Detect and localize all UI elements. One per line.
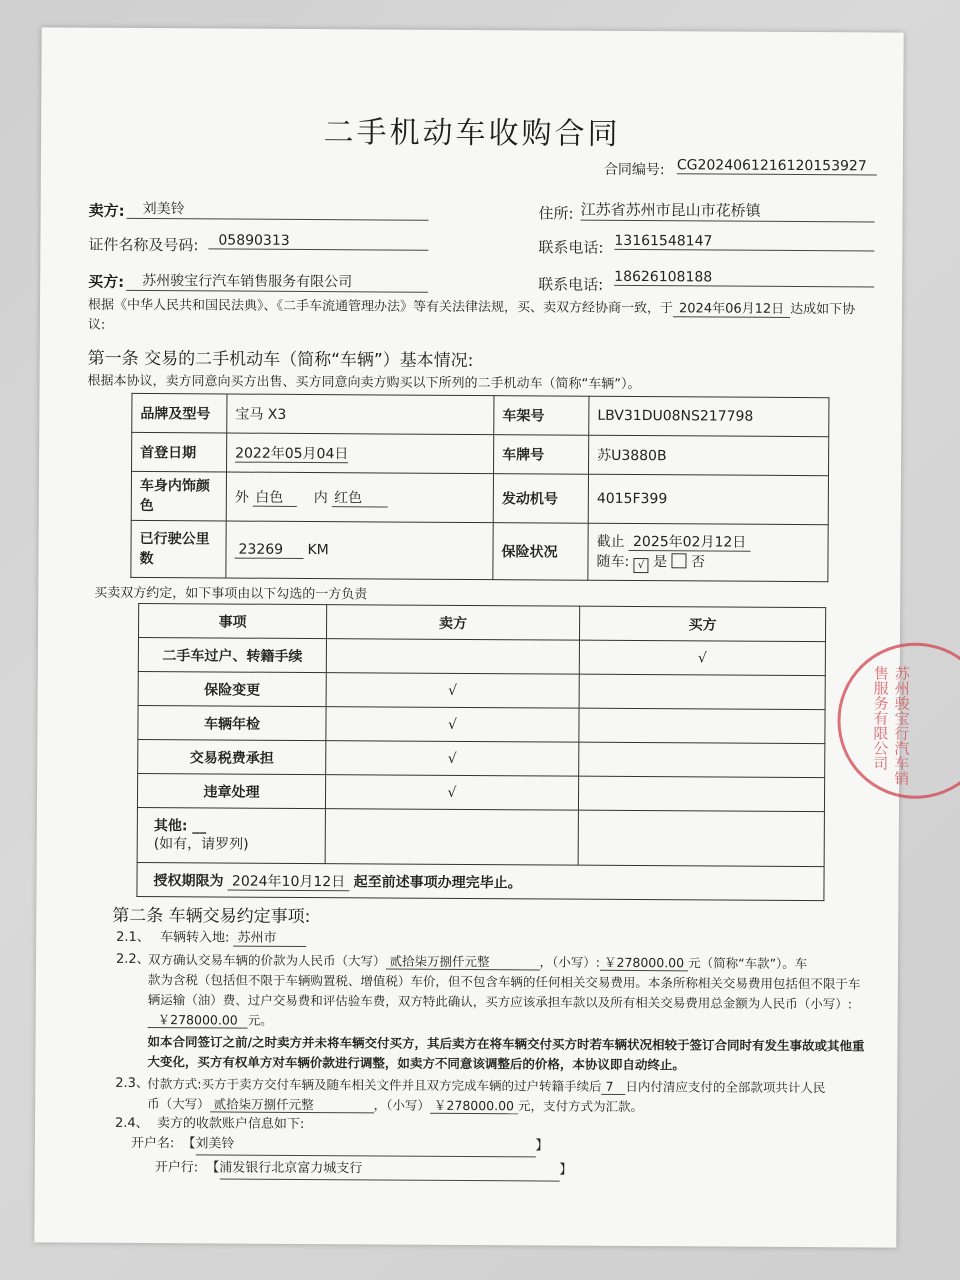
resp-intro: 买卖双方约定，如下事项由以下勾选的一方负责 bbox=[94, 585, 368, 603]
contract-no: CG2024061216120153927 bbox=[677, 157, 877, 175]
plate-value: 苏U3880B bbox=[588, 435, 828, 475]
article1-subtitle: 根据本协议，卖方同意向买方出售、买方同意向卖方购买以下所列的二手机动车（简称“车辆”）。 bbox=[87, 373, 641, 393]
seller-phone-label: 联系电话: bbox=[538, 238, 604, 257]
insurance-no-checkbox[interactable] bbox=[672, 553, 687, 568]
table-row: 违章处理 √ bbox=[137, 773, 824, 811]
company-seal bbox=[837, 642, 960, 799]
clause-2-1: 2.1、 车辆转入地: 苏州市 bbox=[116, 928, 306, 949]
table-row: 车辆年检 √ bbox=[138, 705, 825, 743]
price-number: ￥278000.00 bbox=[600, 955, 688, 972]
agreement-date: 2024年06月12日 bbox=[673, 301, 790, 318]
check-mark bbox=[578, 776, 824, 812]
interior-color: 红色 bbox=[332, 490, 388, 507]
table-row: 二手车过户、转籍手续 √ bbox=[138, 637, 825, 675]
clause-2-3: 付款方式:买方于卖方交付车辆及随车相关文件并且双方完成车辆的过户转籍手续后 7 日内付清应支付的全部款项共计人民 币（大写） 贰拾柒万捌仟元整 ，（小写） ￥278000.00 元，支付方式为汇款。 bbox=[147, 1076, 826, 1115]
adjustment-clause: 如本合同签订之前/之时卖方并未将车辆交付买方，其后卖方在将车辆交付买方时若车辆状况相较于签订合同时有发生事故或其他重 大变化，买方有权单方对车辆价款进行调整，如卖方不同意该调整后的价格，本协议即自动终止。 bbox=[147, 1034, 865, 1073]
seller-name: 刘美铃 bbox=[127, 198, 429, 221]
transfer-city: 苏州市 bbox=[233, 931, 306, 947]
buyer-label: 买方: bbox=[88, 272, 125, 291]
table-row: 交易税费承担 √ bbox=[138, 739, 825, 777]
account-bank: 浦发银行北京富力城支行 bbox=[219, 1158, 559, 1181]
address-label: 住所: bbox=[538, 204, 574, 223]
buyer-phone-label: 联系电话: bbox=[538, 275, 604, 294]
check-mark: √ bbox=[326, 741, 579, 777]
brand-label: 品牌及型号 bbox=[132, 393, 227, 433]
exterior-color: 白色 bbox=[253, 490, 297, 507]
buyer-name: 苏州骏宝行汽车销售服务有限公司 bbox=[126, 270, 428, 293]
reg-date-label: 首登日期 bbox=[132, 432, 227, 472]
deadline-date: 2024年10月12日 bbox=[228, 873, 349, 891]
seller-id: 05890313 bbox=[208, 232, 428, 250]
table-row bbox=[137, 807, 824, 866]
deadline-cell: 授权期限为 2024年10月12日 起至前述事项办理完毕止。 bbox=[137, 862, 824, 900]
check-mark bbox=[579, 708, 825, 744]
table-row: 保险变更 √ bbox=[138, 671, 825, 709]
mileage-label: 已行驶公里 数 bbox=[131, 520, 226, 578]
check-mark bbox=[579, 742, 825, 778]
mileage-value: 23269 bbox=[234, 542, 303, 559]
article2-title: 第二条 车辆交易约定事项: bbox=[112, 905, 311, 928]
check-mark bbox=[326, 639, 579, 675]
contract-sheet bbox=[34, 27, 911, 1247]
resp-header-seller: 卖方 bbox=[326, 605, 579, 641]
reg-date-value: 2022年05月04日 bbox=[235, 445, 349, 463]
other-cell: 其他: __ (如有，请罗列) bbox=[137, 807, 325, 863]
account-name: 刘美铃 bbox=[195, 1134, 535, 1157]
page-title: 二手机动车收购合同 bbox=[323, 115, 621, 152]
seal-text: 苏州骏宝行汽车销售服务有限公司 bbox=[871, 665, 911, 786]
check-mark: √ bbox=[579, 640, 825, 676]
plate-label: 车牌号 bbox=[494, 435, 589, 475]
price-words: 贰拾柒万捌仟元整 bbox=[385, 953, 539, 970]
resp-header-item: 事项 bbox=[138, 603, 326, 638]
vehicle-info-table: 品牌及型号 宝马 X3 车架号 LBV31DU08NS217798 首登日期 2022年05月04日 车牌号 苏U3880B 车身内饰颜 色 外 白色 内 红色 发动机号 4015F399 已行驶公里 数 23269 KM 保险状况 截止 2025年02月12日 随车: √ 是 否 bbox=[130, 393, 829, 582]
seller-label: 卖方: bbox=[88, 201, 125, 220]
clause-2-2: 双方确认交易车辆的价款为人民币（大写） 贰拾柒万捌仟元整 ，（小写）: ￥278000.00 元（简称“车款”）。车 款为含税（包括但不限于车辆购置税、增值税）车价，但不包含车辆的任何相关交易费用。本条所称相关交易费用包括但不限于车 辆运输（油）费、过户交易费和评估验车费，双方特此确认，买方应该承担车款以及所有相关交易费用总金额为人民币（小写）: ￥278000.00 元。 bbox=[147, 952, 861, 1028]
check-mark: √ bbox=[326, 707, 579, 743]
insurance-label: 保险状况 bbox=[493, 523, 588, 581]
intro-paragraph: 根据《中华人民共和国民法典》、《二手车流通管理办法》等有关法律法规，买、卖双方经协商一致，于 2024年06月12日 达成如下协 议: bbox=[87, 297, 856, 333]
article1-title: 第一条 交易的二手机动车（简称“车辆”）基本情况: bbox=[87, 348, 474, 372]
color-values: 外 白色 内 红色 bbox=[226, 472, 493, 523]
account-bank-row: 开户行: 【浦发银行北京富力城支行 】 bbox=[155, 1158, 573, 1182]
clause-2-2-no: 2.2、 bbox=[115, 951, 150, 968]
buyer-phone: 18626108188 bbox=[614, 269, 874, 288]
vin-label: 车架号 bbox=[494, 396, 589, 436]
check-mark: √ bbox=[326, 673, 579, 709]
engine-label: 发动机号 bbox=[493, 474, 588, 524]
insurance-until: 2025年02月12日 bbox=[629, 533, 750, 551]
responsibility-table bbox=[136, 603, 826, 901]
clause-2-3-no: 2.3、 bbox=[115, 1075, 150, 1092]
vin-value: LBV31DU08NS217798 bbox=[589, 396, 829, 436]
brand-value: 宝马 X3 bbox=[227, 394, 494, 435]
check-mark: √ bbox=[325, 775, 578, 811]
total-price: ￥278000.00 bbox=[148, 1012, 248, 1029]
color-label: 车身内饰颜 色 bbox=[131, 471, 226, 521]
contract-no-label: 合同编号: bbox=[603, 161, 665, 179]
account-name-row: 开户名: 【刘美铃 】 bbox=[131, 1134, 549, 1158]
payment-words: 贰拾柒万捌仟元整 bbox=[210, 1096, 374, 1113]
check-mark bbox=[579, 674, 825, 710]
clause-2-4: 2.4、 卖方的收款账户信息如下: bbox=[114, 1115, 305, 1133]
mileage-unit: KM bbox=[307, 542, 329, 559]
engine-value: 4015F399 bbox=[588, 474, 828, 524]
id-label: 证件名称及号码: bbox=[88, 235, 199, 255]
payment-days: 7 bbox=[601, 1079, 625, 1095]
insurance-yes-checkbox[interactable]: √ bbox=[634, 558, 649, 573]
seller-address: 江苏省苏州市昆山市花桥镇 bbox=[581, 199, 875, 223]
seller-phone: 13161548147 bbox=[614, 233, 874, 252]
payment-number: ￥278000.00 bbox=[430, 1098, 518, 1115]
resp-header-buyer: 买方 bbox=[579, 606, 825, 642]
